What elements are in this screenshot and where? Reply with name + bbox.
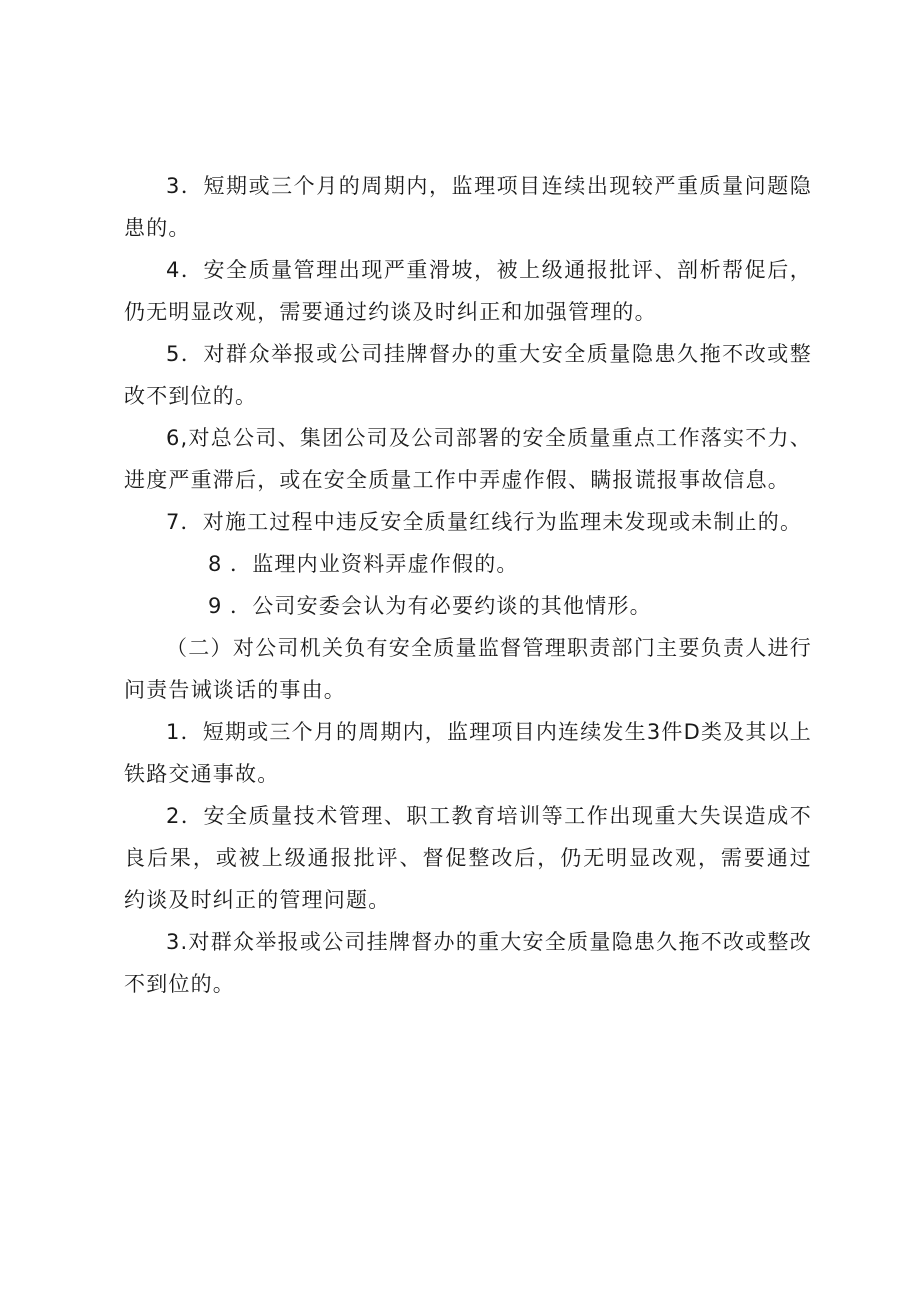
paragraph-item-8 xyxy=(124,543,812,585)
paragraph-item-4: 4．安全质量管理出现严重滑坡，被上级通报批评、剖析帮促后，仍无明显改观，需要通过约谈及时纠正和加强管理的。 xyxy=(124,258,812,324)
paragraph-item-7: 7．对施工过程中违反安全质量红线行为监理未发现或未制止的。 xyxy=(166,510,803,534)
item-9-text: ．公司安委会认为有必要约谈的其他情形。 xyxy=(230,594,652,618)
paragraph-item-5: 5．对群众举报或公司挂牌督办的重大安全质量隐患久拖不改或整改不到位的。 xyxy=(124,342,812,408)
item-9-number: 9 xyxy=(208,594,223,618)
item-8-number: 8 xyxy=(208,552,223,576)
section-2-item-3: 3.对群众举报或公司挂牌督办的重大安全质量隐患久拖不改或整改不到位的。 xyxy=(124,930,812,996)
section-2-item-2: 2．安全质量技术管理、职工教育培训等工作出现重大失误造成不良后果，或被上级通报批评、督促整改后，仍无明显改观，需要通过约谈及时纠正的管理问题。 xyxy=(124,804,812,912)
document-body xyxy=(124,165,812,1005)
section-2-item-1: 1．短期或三个月的周期内，监理项目内连续发生3件D类及其以上铁路交通事故。 xyxy=(124,720,812,786)
item-8-text: ．监理内业资料弄虚作假的。 xyxy=(230,552,519,576)
section-2-heading: （二）对公司机关负有安全质量监督管理职责部门主要负责人进行问责告诫谈话的事由。 xyxy=(124,636,812,702)
paragraph-item-9 xyxy=(124,585,812,627)
paragraph-item-6: 6,对总公司、集团公司及公司部署的安全质量重点工作落实不力、进度严重滞后，或在安全质量工作中弄虚作假、瞒报谎报事故信息。 xyxy=(124,426,812,492)
paragraph-item-3: 3．短期或三个月的周期内，监理项目连续出现较严重质量问题隐患的。 xyxy=(124,174,812,240)
